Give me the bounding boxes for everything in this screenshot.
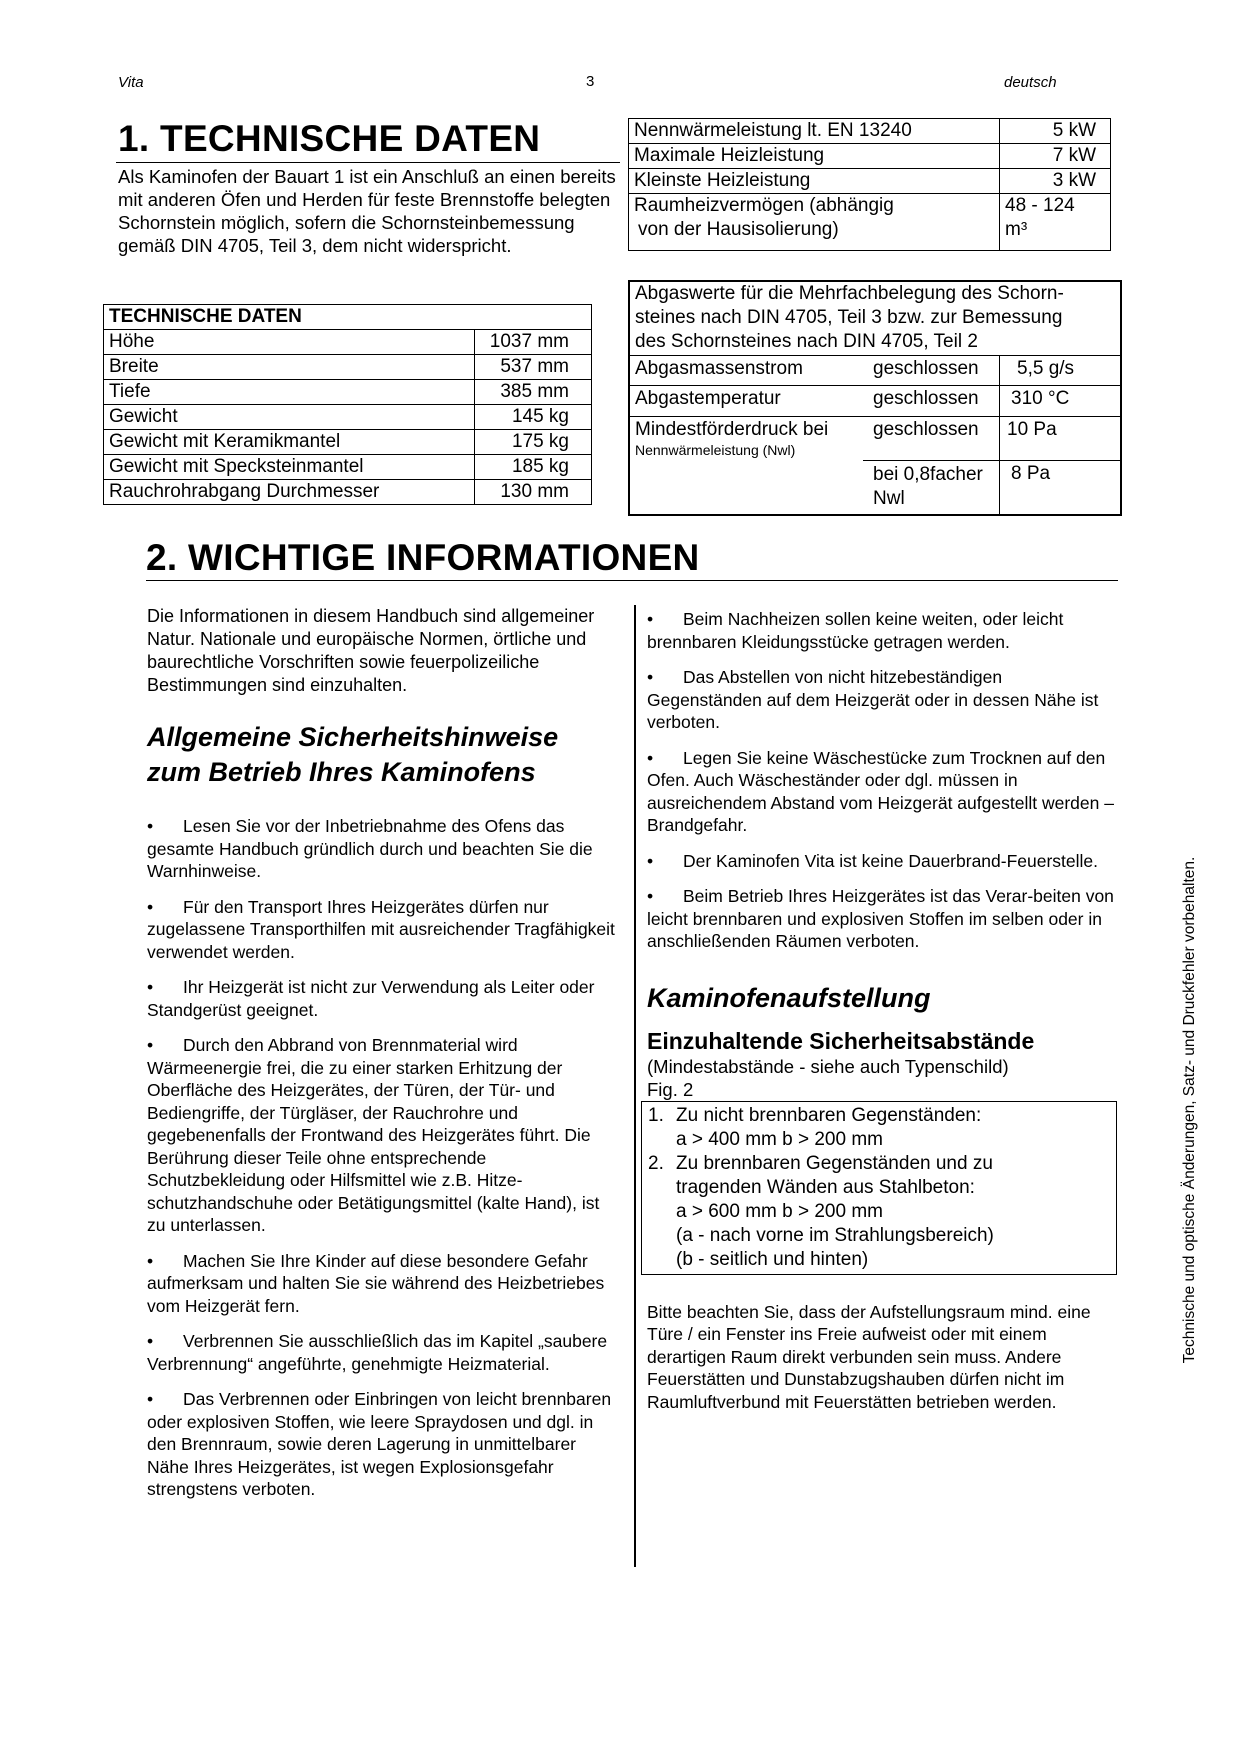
section-2-rule: [146, 580, 1118, 581]
section-1-title: 1. TECHNISCHE DATEN: [118, 118, 541, 159]
list-item: • Machen Sie Ihre Kinder auf diese besondere Gefahr aufmerksam und halten Sie sie während des Heizbetriebes vom Heizgerät fern.: [147, 1250, 605, 1316]
table-row: Breite 537 mm: [104, 355, 592, 380]
power-table: [628, 118, 1111, 251]
table-row: Höhe 1037 mm: [104, 330, 592, 355]
list-item: • Beim Nachheizen sollen keine weiten, oder leicht brennbaren Kleidungsstücke getragen werden.: [647, 609, 1064, 652]
list-item: • Für den Transport Ihres Heizgerätes dürfen nur zugelassene Transporthilfen mit ausreichender Tragfähigkeit verwendet werden.: [147, 896, 615, 962]
list-item: • Legen Sie keine Wäschestücke zum Trocknen auf den Ofen. Auch Wäscheständer oder dgl. müssen in ausreichendem Abstand vom Heizgerät aufgestellt werden – Brandgefahr.: [647, 747, 1114, 835]
safety-heading: Allgemeine Sicherheitshinweise zum Betrieb Ihres Kaminofens: [147, 722, 559, 787]
tech-table-title: TECHNISCHE DATEN: [104, 305, 592, 330]
list-item: • Der Kaminofen Vita ist keine Dauerbrand-Feuerstelle.: [647, 850, 1099, 871]
list-item: • Das Verbrennen oder Einbringen von leicht brennbaren oder explosiven Stoffen, wie leere Spraydosen und dgl. in den Brennraum, sowie deren Lagerung in unmittelbarer Nähe Ihres Heizgerätes, ist wegen Explosionsgefahr strengstens verboten.: [147, 1389, 612, 1499]
column-divider: [634, 605, 636, 1567]
table-row: Gewicht 145 kg: [104, 405, 592, 430]
table-row: Tiefe 385 mm: [104, 380, 592, 405]
section-1-rule: [116, 162, 620, 163]
exhaust-table: Abgaswerte für die Mehrfachbelegung des Schorn- steines nach DIN 4705, Teil 3 bzw. zur Bemessung des Schornsteines nach DIN 4705, Teil 2 Abgasmassenstrom geschlossen 5,5 g/s Abgastemperatur geschlossen 310 °C Mindestförderdruck bei Nennwärmeleistung (Nwl) geschlossen 10 Pa bei 0,8facher Nwl 8 Pa: [628, 280, 1122, 516]
list-item: • Durch den Abbrand von Brennmaterial wird Wärmeenergie frei, die zu einer starken Erhitzung der Oberfläche des Heizgerätes, der Türen, der Tür- und Bediengriffe, der Türgläser, der Rauchrohre und gegebenenfalls der Frontwand des Heizgerätes führt. Die Berührung dieser Teile ohne entsprechende Schutzbekleidung oder Hilfsmittel wie z.B. Hitze-schutzhandschuhe oder Betätigungsmittel (kalte Hand), ist zu unterlassen.: [147, 1035, 600, 1235]
exhaust-table-title: Abgaswerte für die Mehrfachbelegung des Schorn- steines nach DIN 4705, Teil 3 bzw. zur Bemessung des Schornsteines nach DIN 4705, Teil 2: [635, 283, 1064, 352]
tech-data-table: [103, 304, 592, 505]
table-row: Nennwärmeleistung lt. EN 13240 5 kW: [629, 119, 1111, 144]
list-item: • Beim Betrieb Ihres Heizgerätes ist das Verar-beiten von leicht brennbaren und explosiven Stoffen im selben oder in anschließenden Räumen verboten.: [647, 886, 1114, 951]
page-number: 3: [586, 73, 595, 90]
table-row: Kleinste Heizleistung 3 kW: [629, 169, 1111, 194]
header-language: deutsch: [1004, 74, 1057, 91]
closing-paragraph: Bitte beachten Sie, dass der Aufstellungsraum mind. eine Türe / ein Fenster ins Freie aufweist oder mit einem derartigen Raum direkt verbunden sein muss. Andere Feuerstätten und Dunstabzugshauben dürfen nicht im Raumluftverbund mit Feuerstätten betrieben werden.: [647, 1301, 1091, 1412]
table-row: Rauchrohrabgang Durchmesser 130 mm: [104, 480, 592, 505]
section-2-intro: Die Informationen in diesem Handbuch sind allgemeiner Natur. Nationale und europäische Normen, örtliche und baurechtliche Vorschriften sowie feuerpolizeiliche Bestimmungen sind einzuhalten.: [147, 606, 595, 695]
section-1-intro: Als Kaminofen der Bauart 1 ist ein Anschluß an einen bereits mit anderen Öfen und Herden für feste Brennstoffe belegten Schornstein möglich, sofern die Schornsteinbemessung gemäß DIN 4705, Teil 3, dem nicht widerspricht.: [118, 166, 616, 256]
list-item: • Das Abstellen von nicht hitzebeständigen Gegenständen auf dem Heizgerät oder in dessen Nähe ist verboten.: [647, 667, 1099, 732]
right-column: [647, 608, 1121, 1413]
list-item: • Ihr Heizgerät ist nicht zur Verwendung als Leiter oder Standgerüst geeignet.: [147, 977, 595, 1020]
list-item: • Verbrennen Sie ausschließlich das im Kapitel „saubere Verbrennung“ angeführte, genehmigte Heizmaterial.: [147, 1331, 608, 1374]
header-model: Vita: [118, 74, 144, 91]
section-2-title: 2. WICHTIGE INFORMATIONEN: [146, 537, 700, 578]
setup-heading: Kaminofenaufstellung: [647, 982, 931, 1013]
table-row: Gewicht mit Specksteinmantel 185 kg: [104, 455, 592, 480]
left-column: [147, 605, 619, 1501]
distances-box: 1. Zu nicht brennbaren Gegenständen: a > 400 mm b > 200 mm 2. Zu brennbaren Gegenständen und zu tragenden Wänden aus Stahlbeton: a > 600 mm b > 200 mm (a - nach vorne im Strahlungsbereich) (b - seitlich und hinten): [641, 1101, 1117, 1275]
list-item: • Lesen Sie vor der Inbetriebnahme des Ofens das gesamte Handbuch gründlich durch und beachten Sie die Warnhinweise.: [147, 816, 593, 881]
distances-subtitle: (Mindestabstände - siehe auch Typenschild) Fig. 2: [647, 1055, 1009, 1100]
table-row: Maximale Heizleistung 7 kW: [629, 144, 1111, 169]
distances-heading: Einzuhaltende Sicherheitsabstände: [647, 1027, 1035, 1054]
side-note: Technische und optische Änderungen, Satz- und Druckfehler vorbehalten.: [1181, 856, 1198, 1364]
table-row: Raumheizvermögen (abhängig von der Hausisolierung) 48 - 124 m³: [629, 194, 1111, 251]
table-row: Gewicht mit Keramikmantel 175 kg: [104, 430, 592, 455]
